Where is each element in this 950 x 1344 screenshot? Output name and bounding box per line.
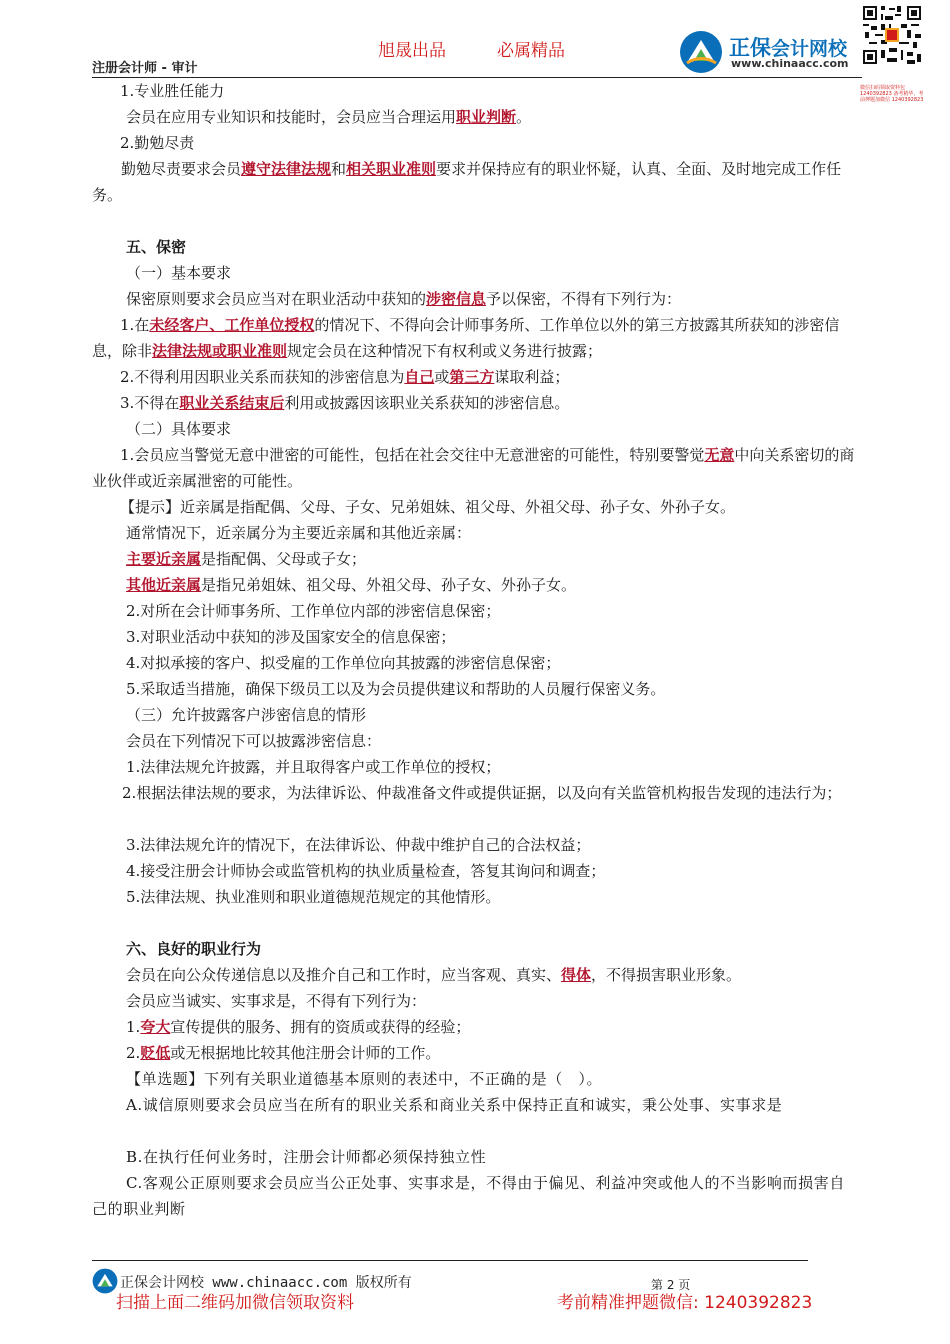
para-competence: 会员在应用专业知识和技能时，会员应当合理运用职业判断。 bbox=[126, 108, 532, 126]
para-disclosure-3: 3.法律法规允许的情况下，在法律诉讼、仲裁中维护自己的合法权益； bbox=[126, 836, 591, 854]
highlight-term: 主要近亲属 bbox=[126, 550, 202, 568]
para-specific-2: 2.对所在会计师事务所、工作单位内部的涉密信息保密； bbox=[126, 602, 501, 620]
slogan-right: 必属精品 bbox=[497, 41, 565, 61]
para-confidentiality-intro: 保密原则要求会员应当对在职业活动中获知的涉密信息予以保密，不得有下列行为： bbox=[126, 290, 682, 308]
highlight-term: 其他近亲属 bbox=[126, 576, 202, 594]
highlight-term: 涉密信息 bbox=[426, 290, 487, 308]
para-conduct-intro: 会员在向公众传递信息以及推介自己和工作时，应当客观、真实、得体，不得损害职业形象。 bbox=[126, 966, 742, 984]
highlight-term: 相关职业准则 bbox=[346, 160, 437, 178]
para-specific-5: 5.采取适当措施，确保下级员工以及为会员提供建议和帮助的人员履行保密义务。 bbox=[126, 680, 666, 698]
highlight-term: 遵守法律法规 bbox=[241, 160, 332, 178]
question-option-b: B.在执行任何业务时，注册会计师都必须保持独立性 bbox=[126, 1148, 487, 1166]
item-diligence: 2.勤勉尽责 bbox=[120, 134, 195, 152]
highlight-term: 自己 bbox=[404, 368, 435, 386]
page-number: 第 2 页 bbox=[651, 1278, 691, 1292]
para-disclosure-5: 5.法律法规、执业准则和职业道德规范规定的其他情形。 bbox=[126, 888, 501, 906]
highlight-term: 职业关系结束后 bbox=[179, 394, 285, 412]
logo-brand-text: 正保会计网校 bbox=[729, 36, 848, 60]
highlight-term: 未经客户、工作单位授权 bbox=[149, 316, 315, 334]
question-option-a: A.诚信原则要求会员应当在所有的职业关系和商业关系中保持正直和诚实，秉公处事、实事求是 bbox=[126, 1096, 783, 1114]
section-heading-conduct: 六、良好的职业行为 bbox=[126, 940, 262, 958]
footer-divider bbox=[92, 1260, 808, 1261]
item-competence: 1.专业胜任能力 bbox=[120, 82, 225, 100]
subheading-specific: （二）具体要求 bbox=[126, 420, 232, 438]
para-conduct-2: 2.贬低或无根据地比较其他注册会计师的工作。 bbox=[126, 1044, 441, 1062]
para-disclosure-2: 2.根据法律法规的要求，为法律诉讼、仲裁准备文件或提供证据，以及向有关监管机构报告发现的违法行为； bbox=[122, 784, 842, 802]
subheading-disclosure: （三）允许披露客户涉密信息的情形 bbox=[126, 706, 367, 724]
highlight-term: 无意 bbox=[704, 446, 735, 464]
logo-url: www.chinaacc.com bbox=[731, 57, 849, 70]
promo-text-left: 扫描上面二维码加微信领取资料 bbox=[116, 1293, 354, 1313]
promo-text-right: 考前精准押题微信: 1240392823 bbox=[557, 1293, 813, 1313]
section-heading-confidentiality: 五、保密 bbox=[126, 238, 187, 256]
highlight-term: 职业判断 bbox=[456, 108, 517, 126]
para-disclosure-intro: 会员在下列情况下可以披露涉密信息： bbox=[126, 732, 382, 750]
chinaacc-logo bbox=[679, 30, 859, 74]
para-other-relatives: 其他近亲属是指兄弟姐妹、祖父母、外祖父母、孙子女、外孙子女。 bbox=[126, 576, 577, 594]
highlight-term: 法律法规或职业准则 bbox=[152, 342, 288, 360]
logo-mark-icon bbox=[679, 30, 723, 74]
tip-relatives: 【提示】近亲属是指配偶、父母、子女、兄弟姐妹、祖父母、外祖父母、孙子女、外孙子女。 bbox=[120, 498, 736, 516]
para-conduct-1: 1.夸大宣传提供的服务、拥有的资质或获得的经验； bbox=[126, 1018, 471, 1036]
subject-label: 注册会计师 - 审计 bbox=[92, 61, 198, 76]
highlight-term: 夸大 bbox=[140, 1018, 171, 1036]
footer-logo-icon bbox=[92, 1268, 118, 1294]
para-rule-3: 3.不得在职业关系结束后利用或披露因该职业关系获知的涉密信息。 bbox=[120, 394, 570, 412]
para-primary-relatives: 主要近亲属是指配偶、父母或子女； bbox=[126, 550, 367, 568]
para-relatives: 通常情况下，近亲属分为主要近亲属和其他近亲属： bbox=[126, 524, 472, 542]
qr-caption: 微信扫码领取资料包 1240392823 备考精华，考前押题加微信 1240392823 bbox=[860, 85, 924, 103]
question-option-c: C.客观公正原则要求会员应当公正处事、实事求是，不得由于偏见、利益冲突或他人的不当影响而损害自己的职业判断 bbox=[92, 1174, 845, 1218]
highlight-term: 第三方 bbox=[449, 368, 495, 386]
footer-copyright: 正保会计网校 www.chinaacc.com 版权所有 bbox=[120, 1275, 412, 1291]
subheading-basic: （一）基本要求 bbox=[126, 264, 232, 282]
question-title: 【单选题】下列有关职业道德基本原则的表述中，不正确的是（ ）。 bbox=[126, 1070, 603, 1088]
highlight-term: 得体 bbox=[561, 966, 592, 984]
para-specific-1: 1.会员应当警觉无意中泄密的可能性，包括在社会交往中无意泄密的可能性，特别要警觉无意中向关系密切的商业伙伴或近亲属泄密的可能性。 bbox=[92, 446, 855, 490]
para-disclosure-4: 4.接受注册会计师协会或监管机构的执业质量检查，答复其询问和调查； bbox=[126, 862, 606, 880]
qr-code-icon bbox=[861, 4, 923, 66]
para-conduct-rules: 会员应当诚实、实事求是，不得有下列行为： bbox=[126, 992, 427, 1010]
slogan-left: 旭晟出品 bbox=[378, 41, 446, 61]
para-diligence: 勤勉尽责要求会员遵守法律法规和相关职业准则要求并保持应有的职业怀疑，认真、全面、及时地完成工作任务。 bbox=[92, 160, 842, 204]
para-disclosure-1: 1.法律法规允许披露，并且取得客户或工作单位的授权； bbox=[126, 758, 501, 776]
para-rule-1: 1.在未经客户、工作单位授权的情况下、不得向会计师事务所、工作单位以外的第三方披露其所获知的涉密信息，除非法律法规或职业准则规定会员在这种情况下有权利或义务进行披露； bbox=[92, 316, 840, 360]
para-rule-2: 2.不得利用因职业关系而获知的涉密信息为自己或第三方谋取利益； bbox=[120, 368, 570, 386]
para-specific-4: 4.对拟承接的客户、拟受雇的工作单位向其披露的涉密信息保密； bbox=[126, 654, 561, 672]
para-specific-3: 3.对职业活动中获知的涉及国家安全的信息保密； bbox=[126, 628, 456, 646]
highlight-term: 贬低 bbox=[140, 1044, 171, 1062]
